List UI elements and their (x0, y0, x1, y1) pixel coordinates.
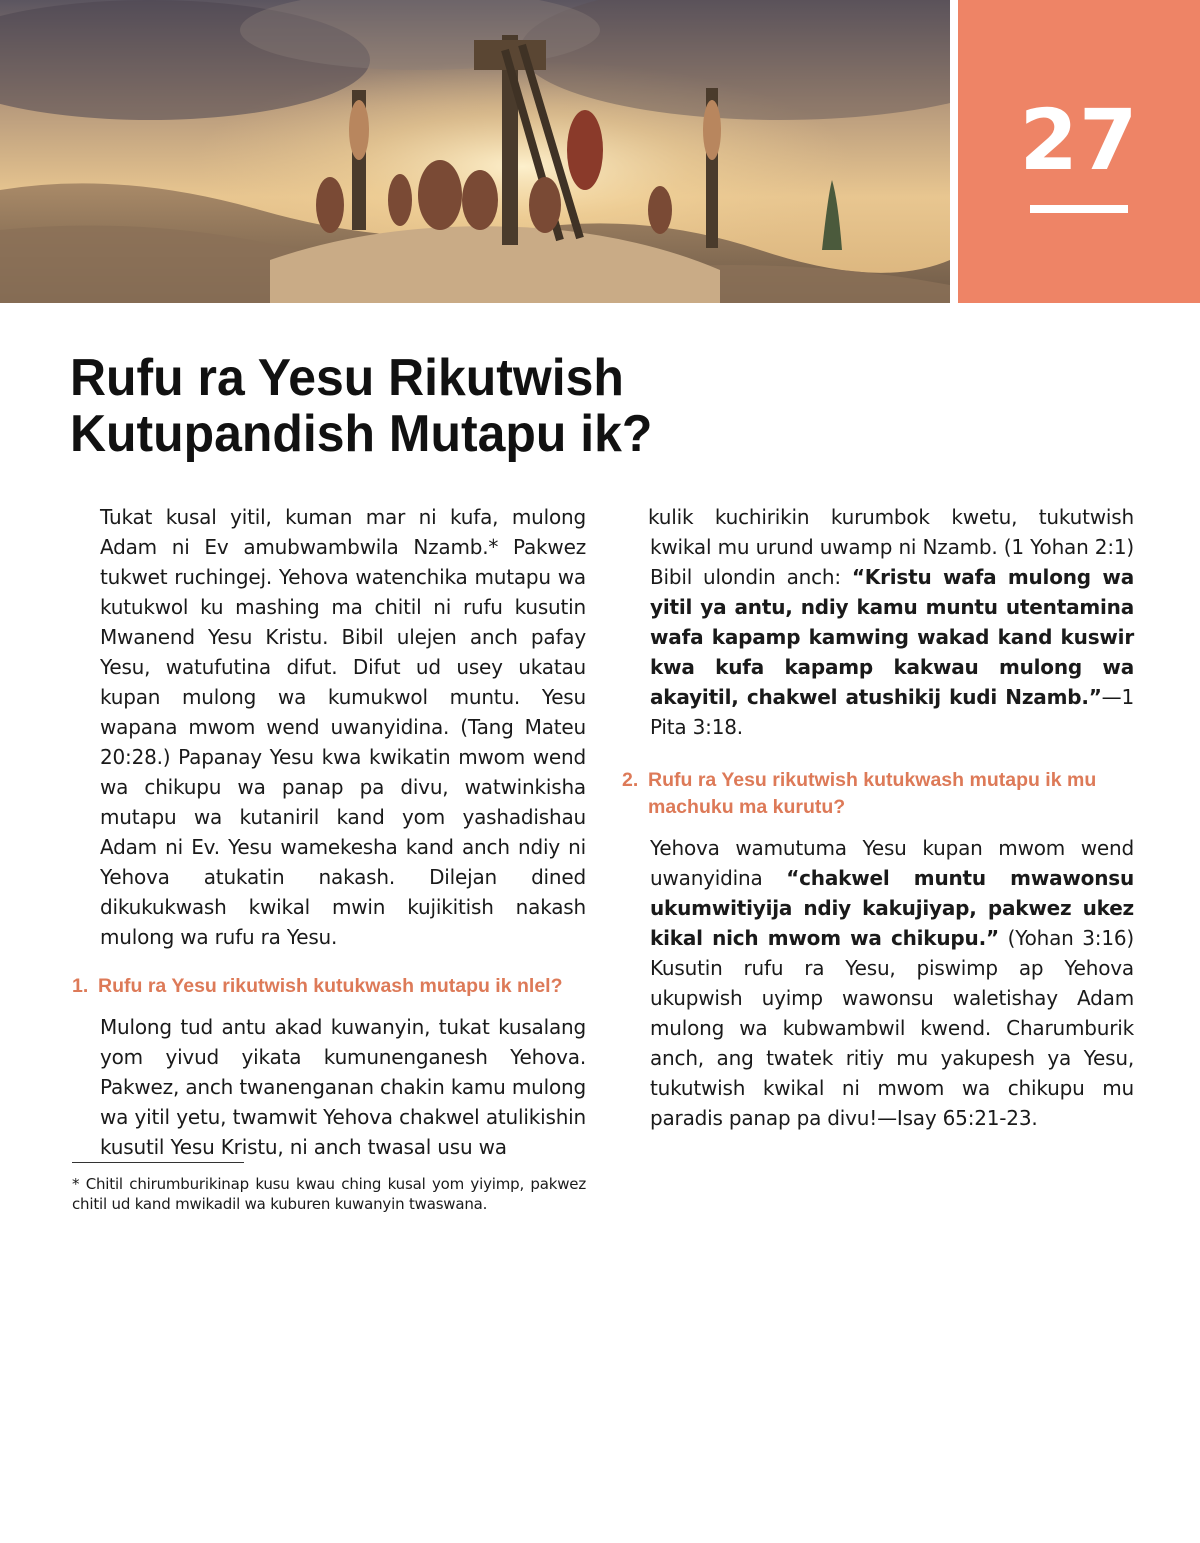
crucifixion-scene-illustration (0, 0, 950, 303)
answer-2-scripture-quote: “chakwel muntu mwawonsu ukumwitiyija ndiy kakujiyap, pakwez ukez kikal nich mwom wa chikupu.” (650, 866, 1134, 950)
question-1 (72, 973, 586, 1000)
hero-image (0, 0, 950, 303)
left-column (72, 502, 586, 1162)
page-title (70, 350, 742, 462)
answer-1-paragraph-continued (622, 502, 1134, 742)
footnote: * Chitil chirumburikinap kusu kwau ching kusal yom yiyimp, pakwez chitil ud kand mwikadil wa kuburen kuwanyin twaswana. (72, 1175, 586, 1213)
answer-1-paragraph-start: Mulong tud antu akad kuwanyin, tukat kusalang yom yivud yikata kumunenganesh Yehova. Pakwez, anch twanenganan chakin kamu mulong wa yitil yetu, twamwit Yehova chakwel atulikishin kusutil Yesu Kristu, ni anch twasal usu wa (100, 1015, 586, 1159)
lesson-number-box (958, 0, 1200, 303)
answer-1-scripture-ref: —1 Pita 3:18. (650, 685, 1134, 739)
title-line-1: Rufu ra Yesu Rikutwish (70, 349, 624, 407)
lesson-number-underline (1030, 205, 1128, 213)
title-line-2: Kutupandish Mutapu ik? (70, 405, 653, 463)
answer-1-scripture-quote: “Kristu wafa mulong wa yitil ya antu, ndiy kamu muntu utentamina wafa kapamp kamwing wakad kand kuswir kwa kufa kapamp kakwau mulong wa akayitil, chakwel atushikij kudi Nzamb.” (650, 565, 1134, 709)
question-1-number: 1. (72, 975, 89, 997)
answer-1-text: kulik kuchirikin kurumbok kwetu, tukutwish kwikal mu urund uwamp ni Nzamb. (1 Yohan 2:1) Bibil ulondin anch: (648, 505, 1134, 589)
question-2-number: 2. (622, 769, 639, 791)
right-column (622, 502, 1134, 1133)
question-2 (622, 767, 1134, 821)
lesson-number: 27 (1019, 91, 1139, 189)
footnote-divider (72, 1162, 244, 1163)
answer-2-text-end: (Yohan 3:16) Kusutin rufu ra Yesu, piswimp ap Yehova ukupwish uyimp wawonsu waletishay Adam mulong wa kubwambwil kwend. Charumburik anch, ang twatek ritiy mu yakupesh ya Yesu, tukutwish kwikal ni mwom wa chikupu mu paradis panap pa divu!—Isay 65:21-23. (650, 926, 1134, 1130)
question-2-text: Rufu ra Yesu rikutwish kutukwash mutapu ik mu machuku ma kurutu? (648, 769, 1097, 818)
question-1-text: Rufu ra Yesu rikutwish kutukwash mutapu ik nlel? (98, 975, 563, 997)
answer-2-paragraph (622, 833, 1134, 1133)
intro-paragraph: Tukat kusal yitil, kuman mar ni kufa, mulong Adam ni Ev amubwambwila Nzamb.* Pakwez tukwet ruchingej. Yehova watenchika mutapu wa kutukwol ku mashing ma chitil ni rufu kusutin Mwanend Yesu Kristu. Bibil ulejen anch pafay Yesu, watufutina difut. Difut ud usey ukatau kupan mulong wa kumukwol muntu. Yesu wapana mwom wend uwanyidina. (Tang Mateu 20:28.) Papanay Yesu kwa kwikatin mwom wend wa chikupu wa panap pa divu, watwinkisha mutapu wa kutaniril kand yom yashadishau Adam ni Ev. Yesu wamekesha kand anch ndiy ni Yehova atukatin nakash. Dilejan dined dikukukwash kwikal mwin kujikitish nakash mulong wa rufu ra Yesu. (100, 505, 586, 949)
answer-2-text-start: Yehova wamutuma Yesu kupan mwom wend uwanyidina (650, 836, 1134, 890)
